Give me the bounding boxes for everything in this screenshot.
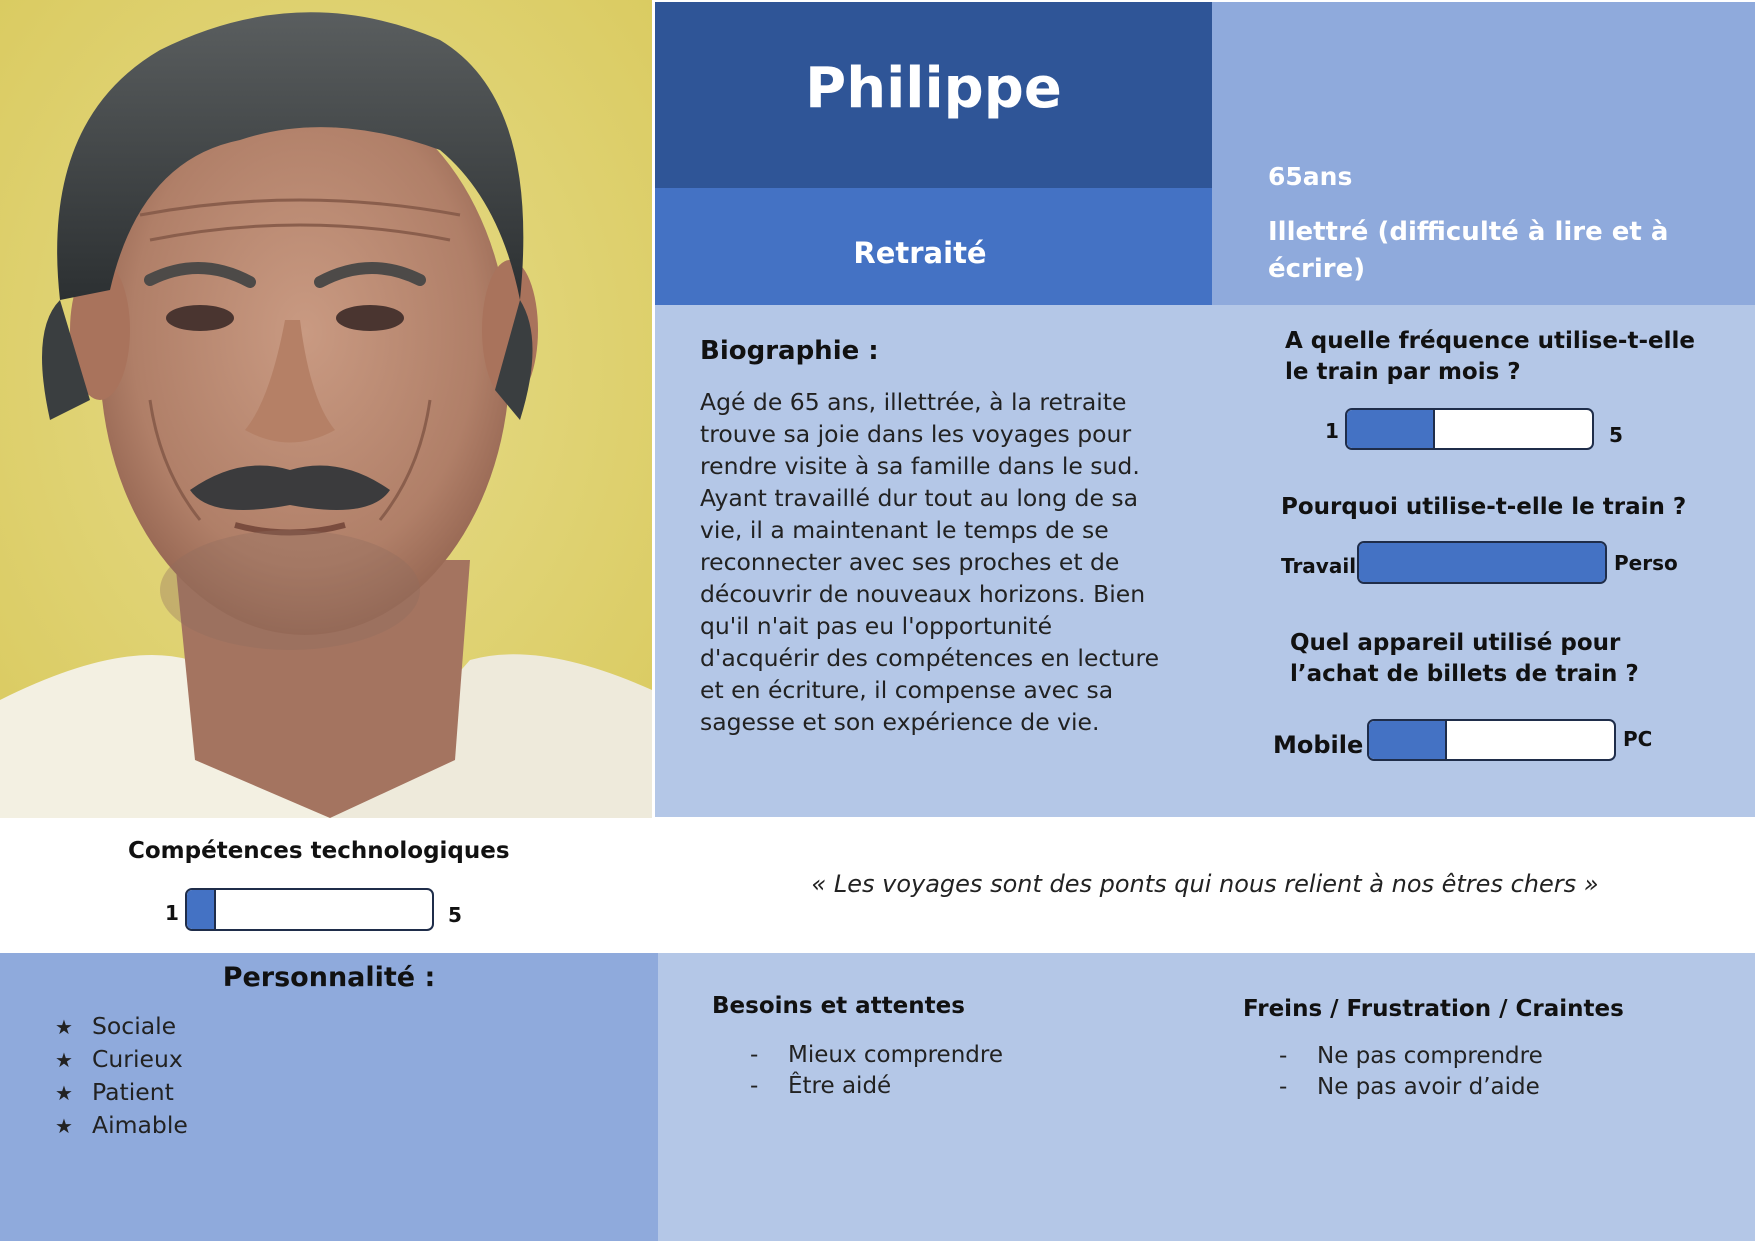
list-item: ★ Sociale: [55, 1010, 188, 1043]
device-scale-fill: [1369, 721, 1447, 759]
personality-list: [55, 1010, 188, 1142]
frequency-scale-fill: [1347, 410, 1435, 448]
list-item: ★ Curieux: [55, 1043, 188, 1076]
persona-name: Philippe: [805, 56, 1062, 121]
biography-title: Biographie :: [700, 336, 879, 366]
list-item: - Mieux comprendre: [750, 1042, 1003, 1068]
star-icon: ★: [55, 1081, 73, 1105]
persona-literacy: Illettré (difficulté à lire et à écrire): [1268, 217, 1669, 284]
frequency-max-label: 5: [1609, 423, 1623, 447]
tech-min-label: 1: [165, 901, 179, 925]
frustrations-list: [1279, 1041, 1543, 1103]
info-header: [1212, 2, 1755, 305]
list-item: ★ Aimable: [55, 1109, 188, 1142]
star-icon: ★: [55, 1048, 73, 1072]
list-item: - Ne pas avoir d’aide: [1279, 1074, 1540, 1100]
biography-text: Agé de 65 ans, illettrée, à la retraite trouve sa joie dans les voyages pour rendre visite à sa famille dans le sud. Ayant travaillé dur tout au long de sa vie, il a maintenant le temps de se reconnecter avec ses proches et de découvrir de nouveaux horizons. Bien qu'il n'ait pas eu l'opportunité d'acquérir des compétences en lecture et en écriture, il compense avec sa sagesse et son expérience de vie.: [700, 388, 1160, 736]
needs-title: Besoins et attentes: [712, 993, 965, 1019]
star-icon: ★: [55, 1114, 73, 1138]
frequency-scale-bar: [1345, 408, 1594, 450]
tech-max-label: 5: [448, 903, 462, 927]
personality-title: Personnalité :: [222, 962, 436, 993]
list-item: ★ Patient: [55, 1076, 188, 1109]
device-scale-bar: [1367, 719, 1616, 761]
list-item: - Ne pas comprendre: [1279, 1043, 1543, 1069]
name-header: [655, 2, 1212, 188]
tech-skills-fill: [187, 890, 216, 929]
portrait-image: [0, 0, 652, 818]
persona-quote: « Les voyages sont des ponts qui nous relient à nos êtres chers »: [811, 870, 1599, 898]
persona-photo: [0, 0, 652, 818]
purpose-left-label: Travail: [1281, 554, 1357, 578]
purpose-right-label: Perso: [1614, 551, 1678, 575]
persona-occupation: Retraité: [853, 236, 987, 270]
star-icon: ★: [55, 1015, 73, 1039]
needs-list: [750, 1040, 1003, 1102]
tech-skills-bar: [185, 888, 434, 931]
persona-age: 65ans: [1268, 162, 1353, 191]
list-item: - Être aidé: [750, 1073, 892, 1099]
occupation-header: [655, 188, 1212, 305]
purpose-scale-fill: [1359, 543, 1605, 582]
frequency-question: A quelle fréquence utilise-t-elle le train par mois ?: [1285, 328, 1695, 385]
device-left-label: Mobile: [1273, 731, 1364, 759]
frustrations-title: Freins / Frustration / Craintes: [1243, 996, 1624, 1022]
purpose-scale-bar: [1357, 541, 1607, 584]
purpose-question: Pourquoi utilise-t-elle le train ?: [1281, 494, 1687, 520]
frequency-min-label: 1: [1325, 419, 1339, 443]
device-question: Quel appareil utilisé pour l’achat de billets de train ?: [1290, 630, 1639, 687]
tech-skills-title: Compétences technologiques: [128, 838, 510, 864]
device-right-label: PC: [1623, 727, 1653, 751]
